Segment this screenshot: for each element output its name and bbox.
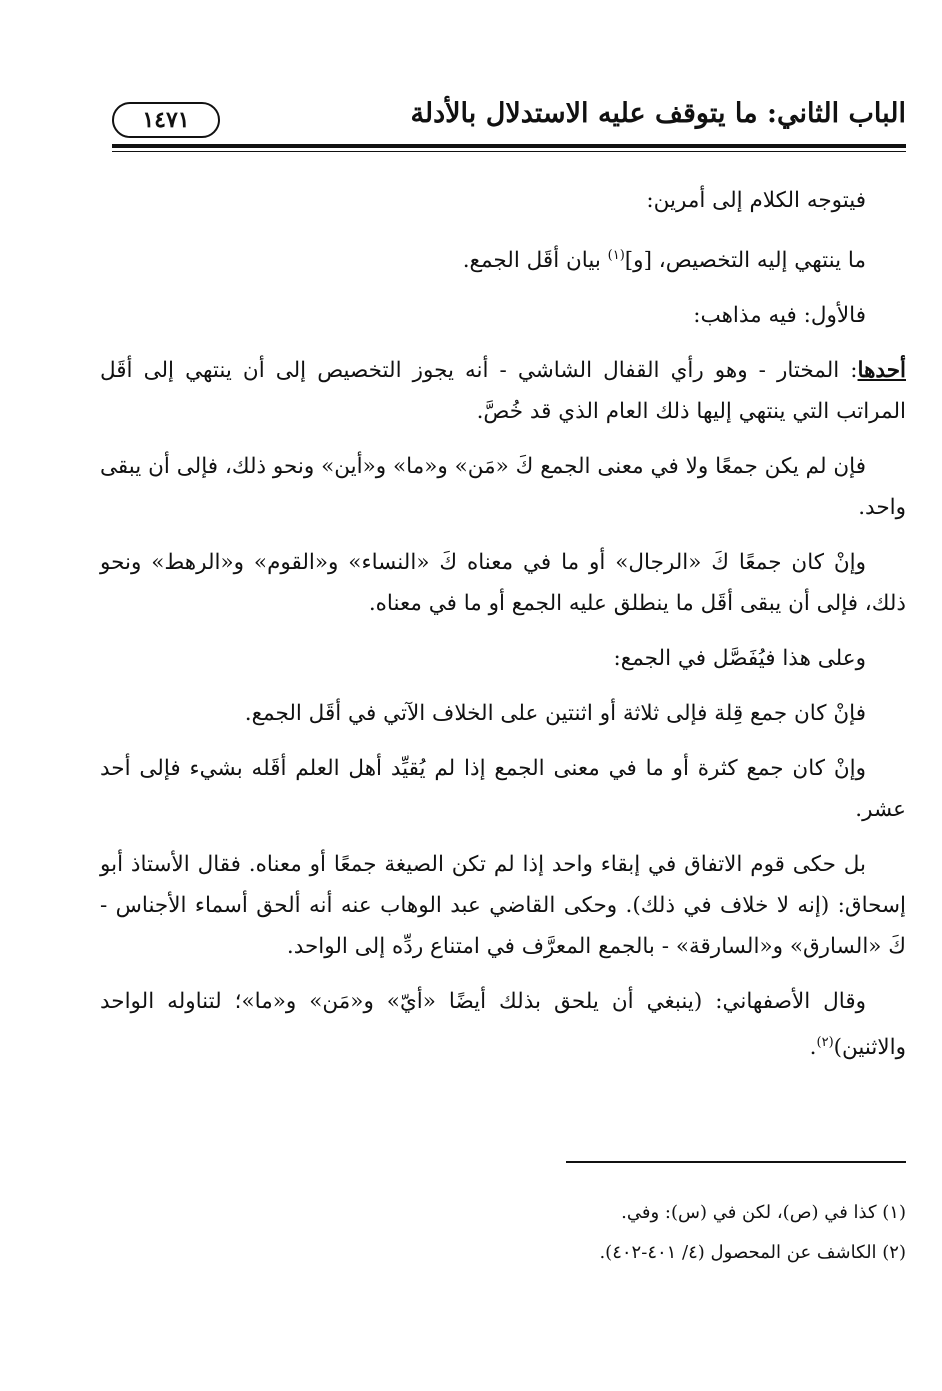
header-rule-thick bbox=[112, 144, 906, 148]
paragraph-1: فيتوجه الكلام إلى أمرين: bbox=[646, 188, 866, 213]
footnotes bbox=[100, 1193, 906, 1273]
header-rule-thin bbox=[112, 151, 906, 152]
paragraph-9: وإنْ كان جمع كثرة أو ما في معنى الجمع إذا لم يُقيِّد أهل العلم أقَله بشيء فإلى أحد عشر. bbox=[100, 756, 906, 823]
paragraph-6: وإنْ كان جمعًا كَ «الرجال» أو ما في معناه كَ «النساء» و«القوم» و«الرهط» ونحو ذلك، فإلى أن يبقى أقَل ما ينطلق عليه الجمع أو ما في معناه. bbox=[100, 550, 906, 617]
main-text bbox=[100, 180, 906, 1082]
paragraph-2-part-b: بيان أقَل الجمع. bbox=[462, 248, 608, 274]
paragraph-4 bbox=[100, 350, 906, 432]
paragraph-2 bbox=[100, 235, 906, 281]
chapter-title: الباب الثاني: ما يتوقف عليه الاستدلال بالأدلة bbox=[410, 98, 906, 129]
footnote-separator bbox=[566, 1161, 906, 1163]
paragraph-3: فالأول: فيه مذاهب: bbox=[693, 303, 866, 329]
paragraph-11-part-a: وقال الأصفهاني: (ينبغي أن يلحق بذلك أيضًا «أيّ» و«مَن» و«ما»؛ لتناوله الواحد والاثنين) bbox=[100, 989, 906, 1061]
footnote-ref-1: (١) bbox=[607, 248, 625, 263]
footnote-1: (١) كذا في (ص)، لكن في (س): وفي. bbox=[621, 1202, 906, 1223]
paragraph-11-part-b: . bbox=[809, 1035, 817, 1061]
section-lead-word: أحدها bbox=[857, 358, 906, 384]
paragraph-11 bbox=[100, 981, 906, 1068]
paragraph-8: فإنْ كان جمع قِلة فإلى ثلاثة أو اثنتين على الخلاف الآتي في أقَل الجمع. bbox=[244, 701, 866, 727]
paragraph-4-text: : المختار - وهو رأي القفال الشاشي - أنه يجوز التخصيص إلى أن ينتهي إلى أقَل المراتب التي ينتهي إليها ذلك العام الذي قد خُصَّ. bbox=[100, 358, 906, 425]
paragraph-10: بل حكى قوم الاتفاق في إبقاء واحد إذا لم تكن الصيغة جمعًا أو معناه. فقال الأستاذ أبو إسحاق: (إنه لا خلاف في ذلك). وحكى القاضي عبد الوهاب عنه أنه ألحق أسماء الأجناس - كَ «السارق» و«السارقة» - بالجمع المعرَّف في امتناع ردِّه إلى الواحد. bbox=[100, 852, 906, 960]
running-header bbox=[112, 96, 906, 142]
footnote-ref-2: (٢) bbox=[816, 1035, 834, 1051]
paragraph-2-part-a: ما ينتهي إليه التخصيص، [و] bbox=[624, 248, 866, 274]
paragraph-7: وعلى هذا فيُفَصَّل في الجمع: bbox=[613, 646, 866, 672]
paragraph-5: فإن لم يكن جمعًا ولا في معنى الجمع كَ «مَن» و«ما» و«أين» ونحو ذلك، فإلى أن يبقى واحد. bbox=[100, 454, 906, 521]
page-number-badge: ١٤٧١ bbox=[112, 102, 220, 138]
footnote-2: (٢) الكاشف عن المحصول (٤/ ٤٠١-٤٠٢). bbox=[599, 1242, 906, 1263]
